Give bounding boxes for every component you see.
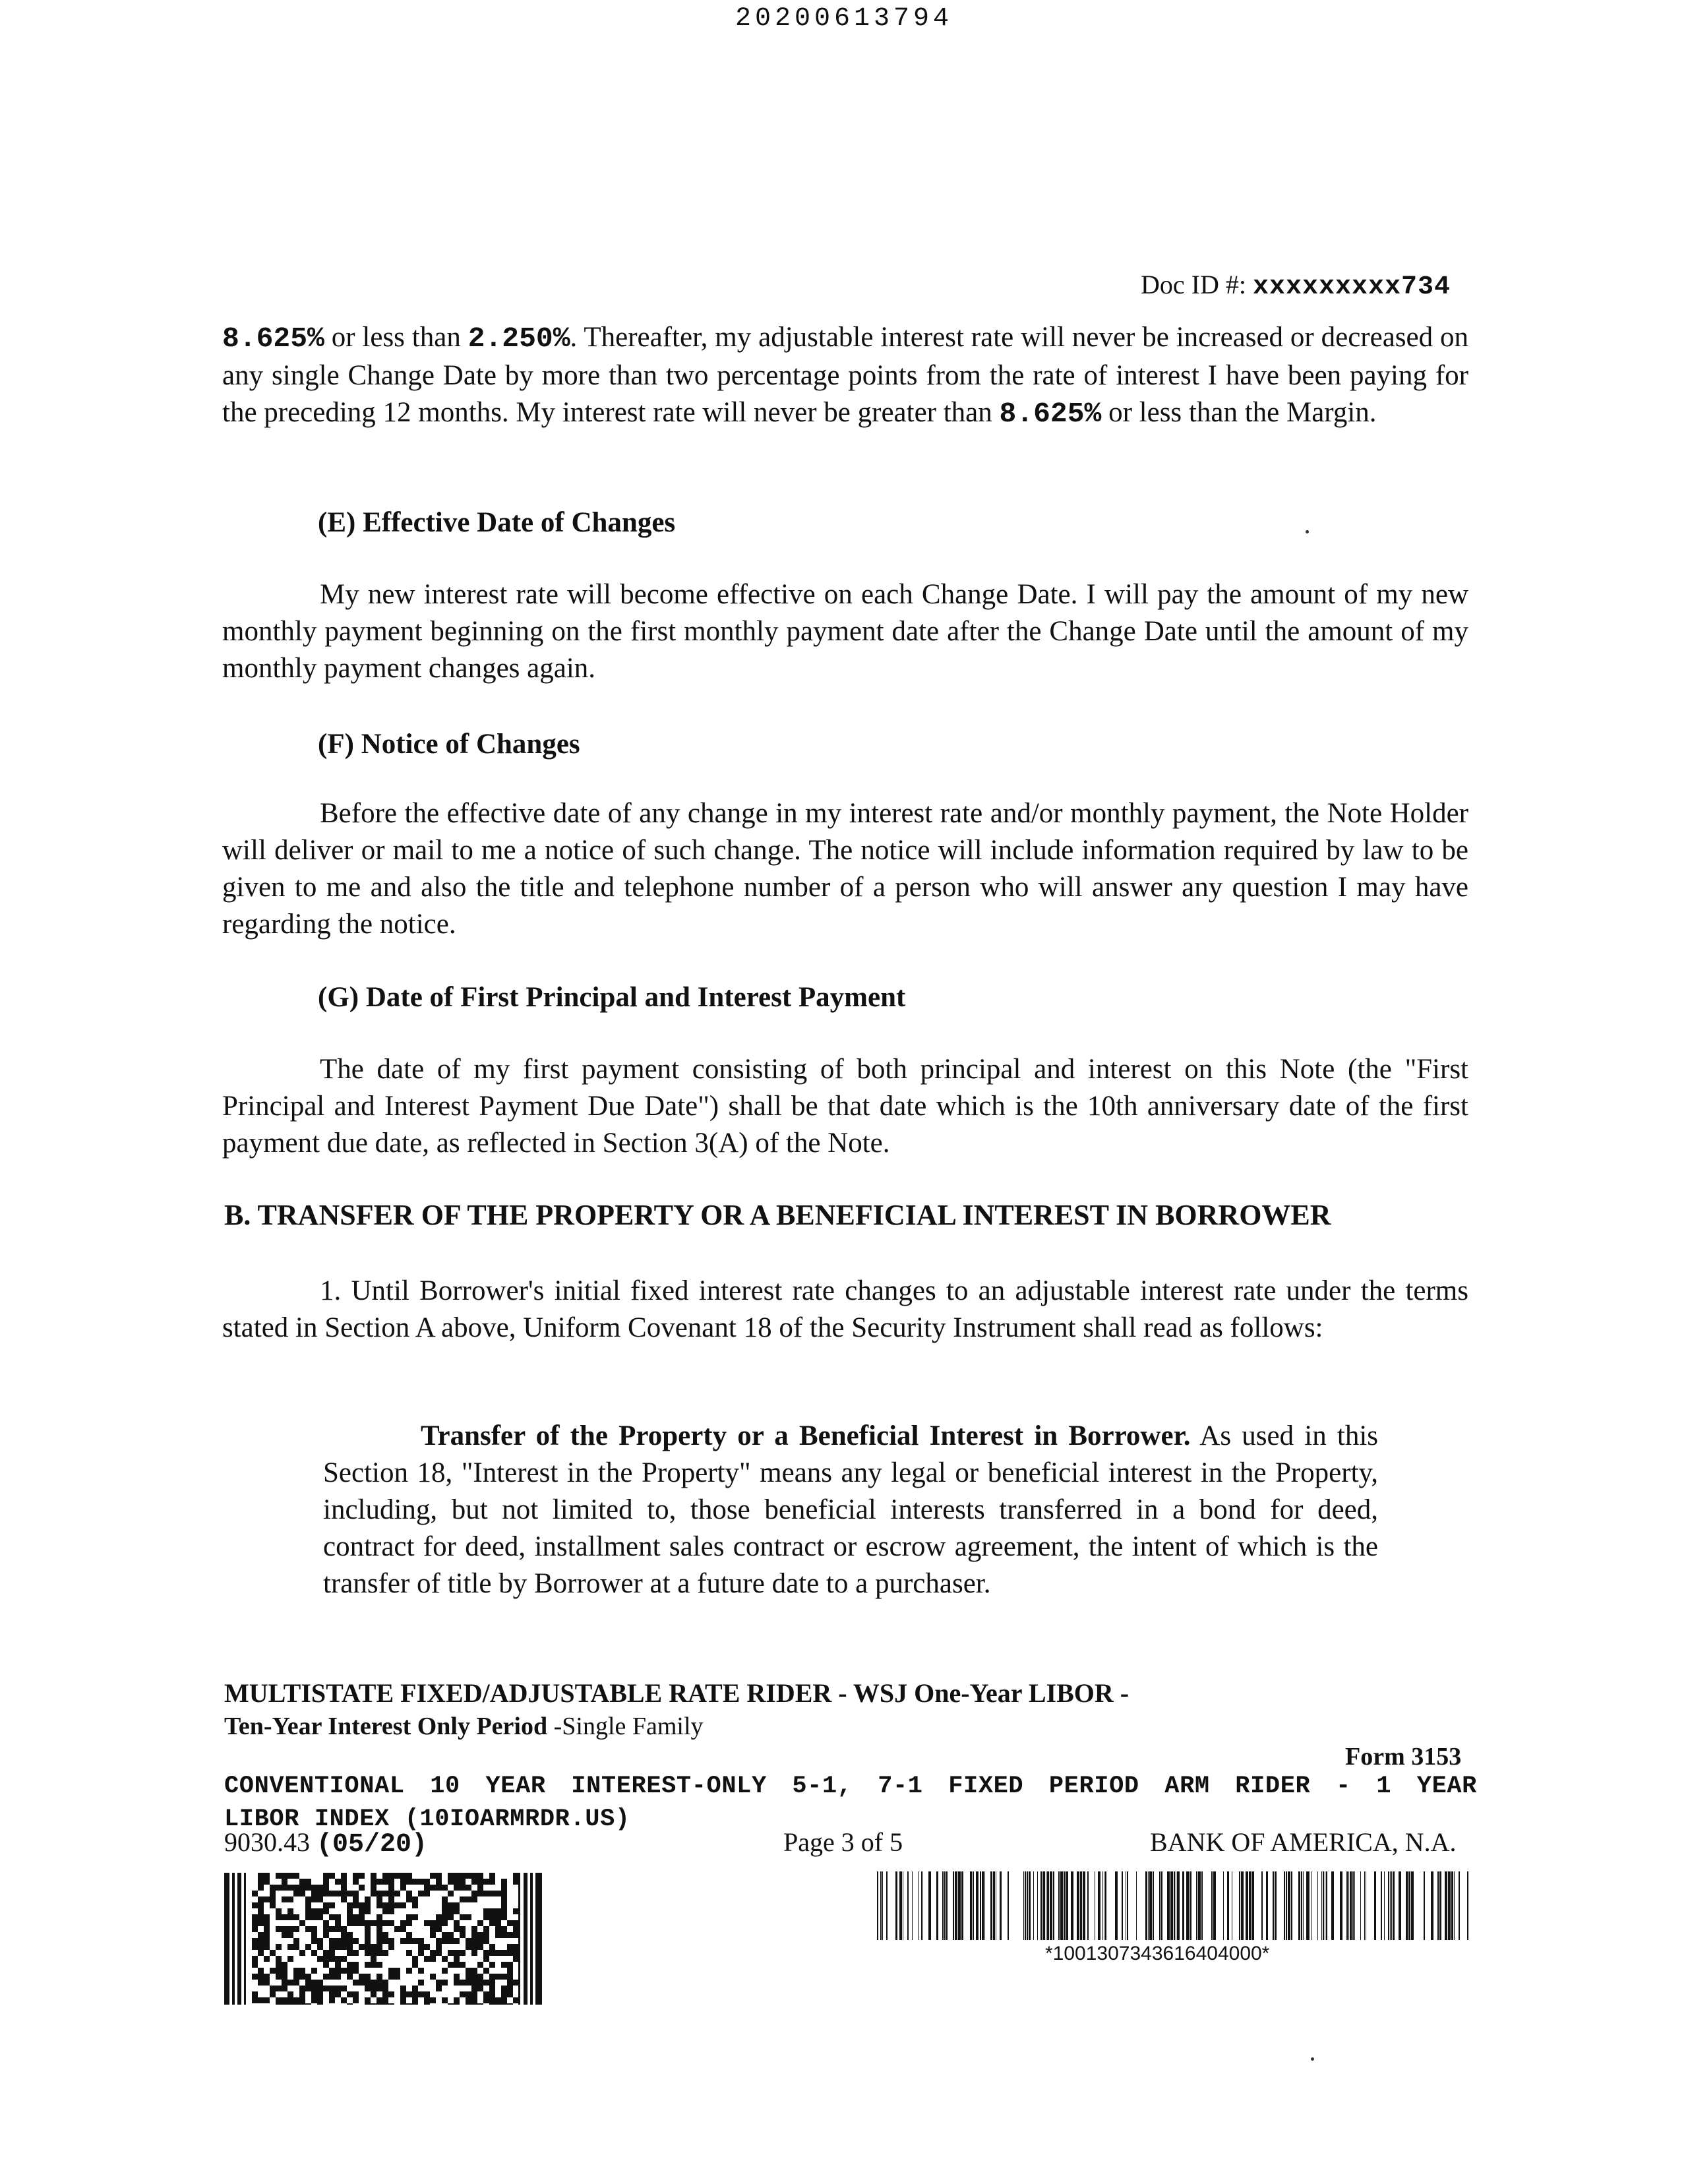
footer-code-main: 9030.43 [224, 1827, 310, 1857]
doc-id-label: Doc ID #: [1141, 270, 1246, 299]
paragraph-transfer-quote [323, 1418, 1378, 1602]
paragraph-transfer-intro: 1. Until Borrower's initial fixed interest rate changes to an adjustable interest rate under the terms stated in Section A above, Uniform Covenant 18 of the Security Instrument shall read as follows: [222, 1275, 1468, 1343]
recording-number: 20200613794 [735, 4, 953, 34]
heading-effective-date: (E) Effective Date of Changes [318, 507, 676, 538]
footer-product-line-1: CONVENTIONAL 10 YEAR INTEREST-ONLY 5-1, 7-1 FIXED PERIOD ARM RIDER - 1 YEAR [224, 1773, 1477, 1800]
footer-code [224, 1827, 427, 1860]
footer-subtitle [224, 1712, 704, 1741]
paragraph-notice: Before the effective date of any change in my interest rate and/or monthly payment, the Note Holder will deliver or mail to me a notice of such change. The notice will include information required by law to be given to me and also the title and telephone number of a person who will answer any question I may have regarding the notice. [222, 798, 1468, 940]
rate-max-2: 8.625% [999, 398, 1102, 430]
form-number: Form 3153 [1345, 1743, 1462, 1771]
heading-notice: (F) Notice of Changes [318, 729, 580, 760]
scan-speck [1306, 530, 1309, 533]
footer-title: MULTISTATE FIXED/ADJUSTABLE RATE RIDER - WSJ One-Year LIBOR - [224, 1678, 1130, 1708]
footer-product-line-2: LIBOR INDEX (10IOARMRDR.US) [224, 1805, 630, 1833]
p1-text-1: or less than [324, 322, 468, 353]
heading-transfer: B. TRANSFER OF THE PROPERTY OR A BENEFICIAL INTEREST IN BORROWER [224, 1199, 1331, 1231]
footer-subtitle-bold: Ten-Year Interest Only Period [224, 1713, 548, 1740]
barcode-number: *1001307343616404000* [1045, 1943, 1270, 1964]
paragraph-rate-limits [222, 319, 1468, 433]
page-number: Page 3 of 5 [783, 1827, 903, 1857]
doc-id-value: xxxxxxxxx734 [1252, 272, 1451, 302]
2d-barcode-icon [224, 1873, 545, 2005]
paragraph-effective-date: My new interest rate will become effective on each Change Date. I will pay the amount of my new monthly payment beginning on the first monthly payment date after the Change Date until the amount of my monthly payment changes again. [222, 579, 1468, 684]
p1-text-2: . Thereafter, my adjustable interest rate will never be increased or decreased on any single Change Date by more than two percentage points from the rate of interest I have been paying for the preceding 12 months. My interest rate will never be greater than [222, 322, 1468, 428]
heading-first-payment: (G) Date of First Principal and Interest Payment [318, 982, 906, 1013]
footer-subtitle-rest: -Single Family [547, 1713, 704, 1740]
footer-product-line [224, 1770, 1477, 1836]
barcode-icon [877, 1871, 1473, 1940]
doc-id [1141, 269, 1451, 302]
footer-code-date: (05/20) [316, 1830, 428, 1860]
paragraph-first-payment: The date of my first payment consisting of both principal and interest on this Note (the "First Principal and Interest Payment Due Date") shall be that date which is the 10th anniversary date of the first payment due date, as reflected in Section 3(A) of the Note. [222, 1054, 1468, 1159]
bank-name: BANK OF AMERICA, N.A. [1150, 1827, 1457, 1857]
scan-speck [1311, 2057, 1314, 2061]
p1-text-3: or less than the Margin. [1101, 397, 1377, 428]
rate-min: 2.250% [467, 322, 570, 355]
rate-max-1: 8.625% [222, 322, 324, 355]
transfer-quote-text: As used in this Section 18, "Interest in the Property" means any legal or beneficial interest in the Property, including, but not limited to, those beneficial interests transferred in a bond for deed, contract for deed, installment sales contract or escrow agreement, the intent of which is the transfer of title by Borrower at a future date to a purchaser. [323, 1420, 1378, 1599]
transfer-quote-lead: Transfer of the Property or a Beneficial Interest in Borrower. [421, 1420, 1191, 1451]
